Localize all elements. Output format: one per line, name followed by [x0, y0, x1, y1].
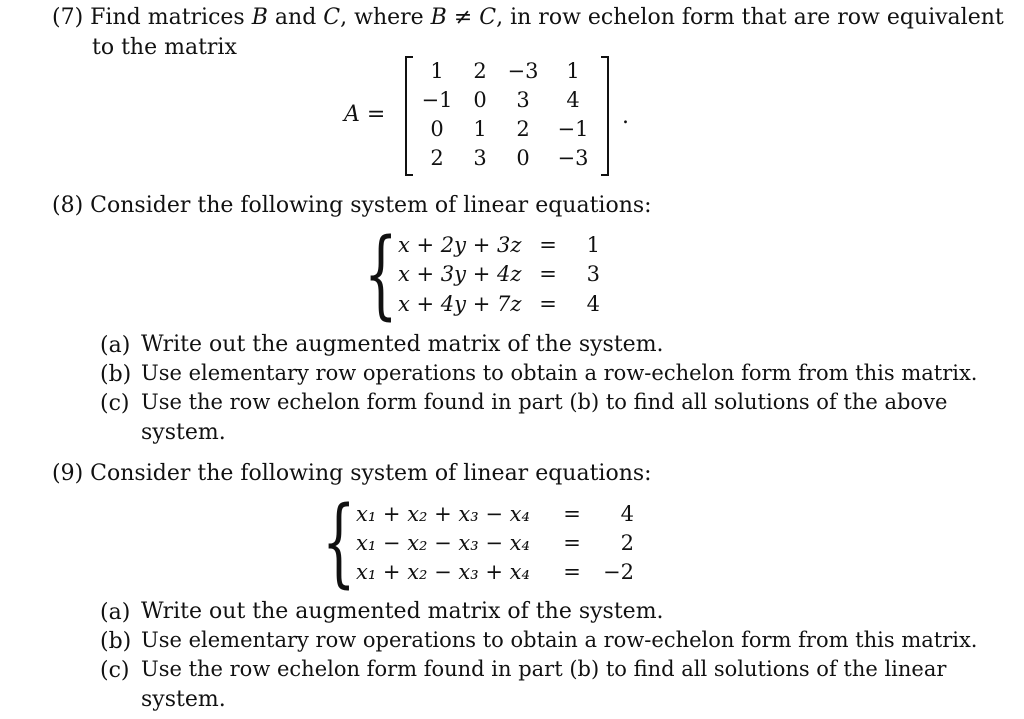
part-text: Write out the augmented matrix of the system. — [141, 599, 664, 624]
matrix-a — [405, 56, 609, 176]
part-label: (b) — [100, 362, 132, 387]
equation-lhs: x + 2y + 3z — [398, 233, 522, 257]
matrix-cell: 0 — [473, 88, 487, 112]
matrix-cell: 0 — [430, 117, 444, 141]
equation-lhs: x + 4y + 7z — [398, 292, 522, 316]
equals-sign: = — [539, 233, 557, 257]
matrix-row — [405, 115, 609, 144]
equals-sign: = — [563, 531, 581, 555]
matrix-cell: −3 — [557, 146, 589, 170]
problem-8-intro-line — [52, 193, 652, 219]
matrix-b-symbol: B — [251, 5, 268, 30]
matrix-cell: 2 — [516, 117, 530, 141]
problem-9-intro-line — [52, 461, 652, 487]
equation-rhs: 3 — [586, 262, 600, 286]
equals-sign: = — [563, 560, 581, 584]
problem-9-intro: Consider the following system of linear equations: — [90, 461, 652, 486]
matrix-cell: −1 — [557, 117, 589, 141]
problem-7-suffix: , in row echelon form that are row equivalent — [496, 5, 1004, 30]
problem-8-intro: Consider the following system of linear equations: — [90, 193, 652, 218]
part-text: Use elementary row operations to obtain a row-echelon form from this matrix. — [141, 361, 978, 385]
matrix-cell: 2 — [473, 59, 487, 83]
matrix-row — [405, 144, 609, 173]
matrix-cell: 3 — [473, 146, 487, 170]
not-equal-symbol: ≠ — [453, 5, 473, 30]
matrix-row — [405, 86, 609, 115]
matrix-row — [405, 57, 609, 86]
problem-7-and: and — [274, 5, 317, 30]
equation-rhs: 1 — [586, 233, 600, 257]
equation-lhs: x₁ + x₂ − x₃ + x₄ — [356, 560, 530, 584]
matrix-cell: 1 — [473, 117, 487, 141]
system-8-brace: { — [364, 218, 398, 330]
part-label: (b) — [100, 629, 132, 654]
equation-lhs: x + 3y + 4z — [398, 262, 522, 286]
matrix-c-symbol: C — [323, 5, 341, 30]
part-text: Use elementary row operations to obtain a row-echelon form from this matrix. — [141, 628, 978, 652]
part-label: (c) — [100, 658, 130, 683]
equation-rhs: 4 — [586, 292, 600, 316]
equation-rhs: 2 — [620, 531, 634, 555]
matrix-a-label: A = — [344, 102, 386, 127]
equation-rhs: 4 — [620, 502, 634, 526]
problem-7-prefix: Find matrices — [90, 5, 245, 30]
part-text-continued: system. — [141, 420, 226, 445]
equation-rhs: −2 — [603, 560, 634, 584]
part-text: Write out the augmented matrix of the system. — [141, 332, 664, 357]
matrix-cell: 4 — [566, 88, 580, 112]
problem-7-where: , where — [340, 5, 424, 30]
part-label: (c) — [100, 391, 130, 416]
matrix-cell: 0 — [516, 146, 530, 170]
matrix-cell: −1 — [421, 88, 453, 112]
part-text-continued: system. — [141, 687, 226, 712]
problem-7-number: (7) — [52, 5, 84, 30]
equals-sign: = — [539, 292, 557, 316]
equals-sign: = — [539, 262, 557, 286]
matrix-period: . — [622, 104, 629, 129]
matrix-c-symbol-2: C — [479, 5, 497, 30]
part-label: (a) — [100, 333, 131, 358]
equation-lhs: x₁ − x₂ − x₃ − x₄ — [356, 531, 530, 555]
part-text: Use the row echelon form found in part (b) to find all solutions of the above — [141, 390, 948, 414]
problem-8-number: (8) — [52, 193, 84, 218]
problem-7-line-2: to the matrix — [92, 35, 237, 60]
problem-7-line-1 — [52, 5, 1004, 31]
matrix-cell: 1 — [566, 59, 580, 83]
matrix-b-symbol-2: B — [430, 5, 447, 30]
part-label: (a) — [100, 600, 131, 625]
part-text: Use the row echelon form found in part (b) to find all solutions of the linear — [141, 657, 947, 681]
system-9-brace: { — [322, 486, 356, 598]
matrix-cell: 3 — [516, 88, 530, 112]
equation-lhs: x₁ + x₂ + x₃ − x₄ — [356, 502, 530, 526]
matrix-cell: −3 — [507, 59, 539, 83]
matrix-cell: 1 — [430, 59, 444, 83]
matrix-cell: 2 — [430, 146, 444, 170]
problem-9-number: (9) — [52, 461, 84, 486]
equals-sign: = — [563, 502, 581, 526]
